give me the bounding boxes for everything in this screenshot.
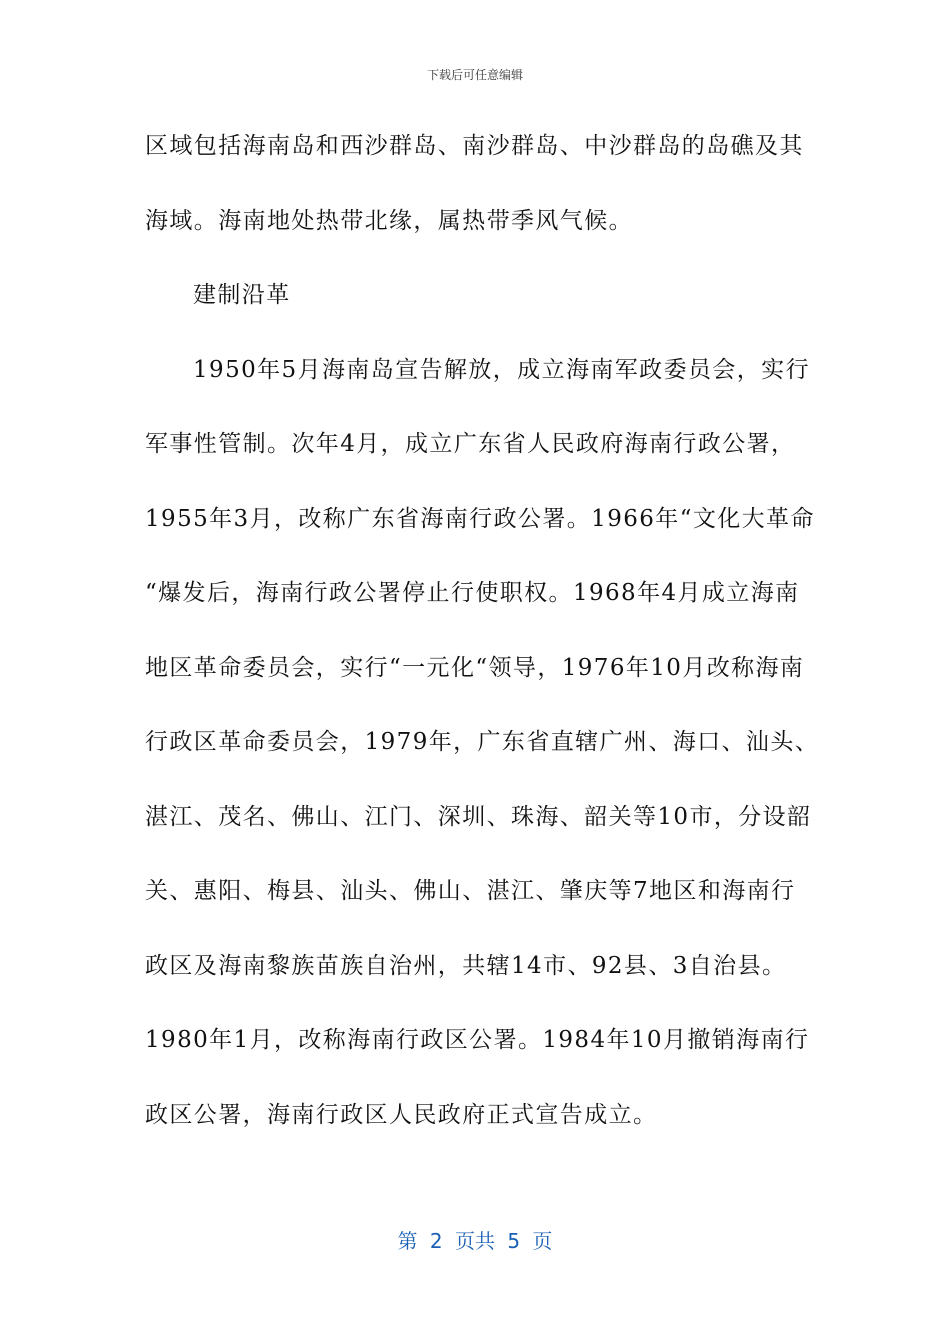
paragraph-line-3: 1950年5月海南岛宣告解放，成立海南军政委员会，实行	[193, 356, 810, 383]
paragraph-line-6: “爆发后，海南行政公署停止行使职权。1968年4月成立海南	[145, 580, 800, 606]
paragraph-line-11: 政区及海南黎族苗族自治州，共辖14市、92县、3自治县。	[145, 952, 787, 979]
paragraph-line-1: 区域包括海南岛和西沙群岛、南沙群岛、中沙群岛的岛礁及其	[145, 133, 804, 159]
paragraph-line-10: 关、惠阳、梅县、汕头、佛山、湛江、肇庆等7地区和海南行	[145, 878, 796, 904]
section-heading: 建制沿革	[193, 282, 291, 308]
paragraph-line-4: 军事性管制。次年4月，成立广东省人民政府海南行政公署，	[145, 431, 796, 457]
paragraph-line-13: 政区公署，海南行政区人民政府正式宣告成立。	[145, 1101, 658, 1128]
paragraph-line-8: 行政区革命委员会，1979年，广东省直辖广州、海口、汕头、	[145, 729, 820, 755]
paragraph-line-2: 海域。海南地处热带北缘，属热带季风气候。	[145, 207, 633, 234]
paragraph-line-7: 地区革命委员会，实行“一元化“领导，1976年10月改称海南	[145, 654, 805, 681]
header-note: 下载后可任意编辑	[426, 68, 523, 82]
page-number-footer: 第 2 页共 5 页	[397, 1229, 553, 1253]
paragraph-line-9: 湛江、茂名、佛山、江门、深圳、珠海、韶关等10市，分设韶	[145, 803, 812, 830]
document-body	[145, 122, 820, 1165]
paragraph-line-5: 1955年3月，改称广东省海南行政公署。1966年“文化大革命	[145, 505, 815, 532]
paragraph-line-12: 1980年1月，改称海南行政区公署。1984年10月撤销海南行	[145, 1027, 810, 1053]
